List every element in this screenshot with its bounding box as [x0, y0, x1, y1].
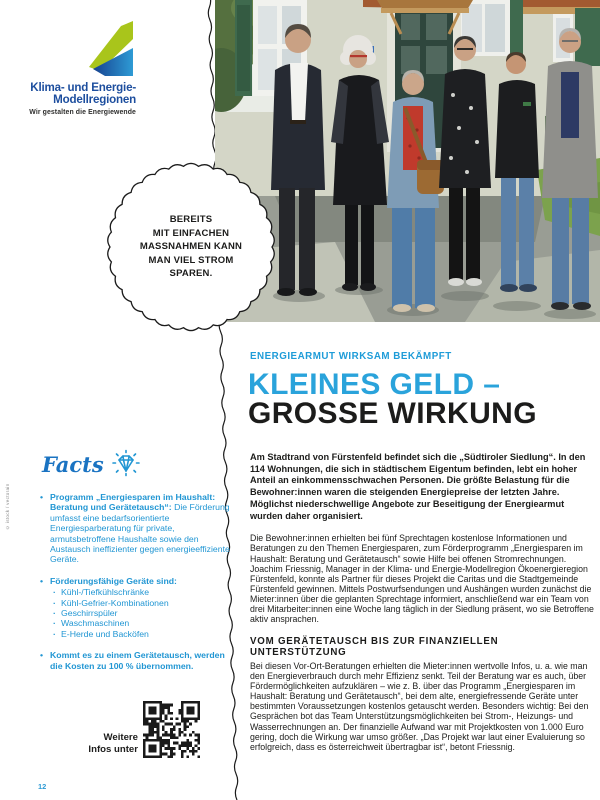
facts-device-item: · Kühl-/Tiefkühlschränke [53, 587, 233, 597]
article-subheading: VOM GERÄTETAUSCH BIS ZUR FINANZIELLEN UNTERSTÜTZUNG [250, 635, 499, 658]
article-body [250, 452, 596, 761]
kem-logo [24, 20, 136, 116]
facts-device-list [50, 587, 233, 639]
logo-line1: Klima- und Energie- [30, 81, 136, 94]
facts-heading [42, 449, 233, 479]
facts-item-devices: • Förderungsfähige Geräte sind: · Kühl-/Tiefkühlschränke · Kühl-Gefrier-Kombinationen · Geschirrspüler · Waschmaschinen · E-Herde und Backöfen [40, 576, 233, 639]
logo-line2: Modellregionen [53, 92, 136, 106]
page-number: 12 [38, 782, 47, 791]
facts-device-item: · Kühl-Gefrier-Kombinationen [53, 598, 233, 608]
article-lead: Am Stadtrand von Fürstenfeld befindet sich die „Südtiroler Siedlung“. In den 114 Wohnungen, die sich in städtischem Eigentum befinden, lebt ein hoher Anteil an einkommensschwachen Personen. Die größte Belastung für die Bewohner:innen waren die steigenden Energiepreise der letzten Jahre. Möglichst niederschwellige Angebote zur Beseitigung der Energiearmut wurden daher organisiert. [250, 452, 586, 521]
diamond-icon [111, 449, 141, 479]
article-kicker: ENERGIEARMUT WIRKSAM BEKÄMPFT [250, 351, 452, 362]
logo-tagline: Wir gestalten die Energiewende [29, 108, 136, 116]
article-title-line1: KLEINES GELD – [248, 368, 501, 401]
facts-device-item: · Waschmaschinen [53, 618, 233, 628]
speech-bubble [103, 159, 279, 335]
article-title [248, 368, 537, 430]
kem-logo-mark-icon [86, 20, 134, 78]
article-paragraph-2: Die Bewohner:innen erhielten bei fünf Sprechtagen kostenlose Informationen und Beratungen zu den Themen Energiesparen, zum Förderprogramm „Energiesparen im Haushalt: Beratung und Gerätetausch“ sowie Hilfe bei offenen Stromrechnungen. Joachim Friessnig, Manager in der Klima- und Energie-Modellregion Ökoenergieregion Fürstenfeld, konnte als Partner für dieses Projekt die Caritas und die Stadtgemeinde Fürstenfeld gewinnen. Mittels Postwurfsendungen und Aushängen wurden zunächst die Mieter:innen über die geplanten Sprechtage informiert, anschließend war ein Team von drei Mitarbeiter:innen eine Woche lang täglich in der Siedlung präsent, wo sie Betroffene aktiv ansprachen. [250, 533, 594, 625]
facts-box [40, 449, 233, 682]
facts-device-item: · Geschirrspüler [53, 608, 233, 618]
photo-credit: © istock / vectorain [5, 483, 10, 530]
speech-bubble-text: BEREITS MIT EINFACHEN MASSNAHMEN KANN MAN VIEL STROM SPAREN. [139, 214, 243, 280]
more-info-label: Weitere Infos unter [88, 732, 138, 755]
facts-device-item: · E-Herde und Backöfen [53, 629, 233, 639]
qr-code [143, 701, 200, 758]
facts-heading-label: Facts [42, 451, 104, 477]
facts-list [40, 492, 233, 671]
article-paragraph-3: Bei diesen Vor-Ort-Beratungen erhielten die Mieter:innen wertvolle Infos, u. a. wie man den Energieverbrauch durch mehr Effizienz senkt. Teil der Beratung war es auch, über Fördermöglichkeiten aufzuklären – wie z. B. über das Programm „Energiesparen im Haushalt: Beratung und Gerätetausch“, bei dem alte, energiefressende Geräte unter bestimmten Voraussetzungen kostenlos getauscht werden. Besonders wichtig: Bei den Gesprächen bot das Team Unterstützungsmöglichkeiten bei Strom-, Heizungs- und Wasserrechnungen an. Der finanzielle Aufwand war mit Projektkosten von 1.000 Euro gering, doch die Wirkung war umso größer. „Das Projekt war laut einer Evaluierung so erfolgreich, dass es österreichweit übertragbar ist“, betont Friessnig. [250, 660, 589, 752]
article-title-line2: GROSSE WIRKUNG [248, 396, 537, 430]
facts-item-program: • Programm „Energiesparen im Haushalt: Beratung und Gerätetausch“: Die Förderung umfasst eine bedarfsorientierte Energiesparberatung für private, armutsbetroffene Haushalte sowie den Austausch ineffizienter gegen energieeffiziente Geräte. [40, 492, 233, 565]
facts-item-costs: • Kommt es zu einem Gerätetausch, werden die Kosten zu 100 % übernommen. [40, 650, 233, 671]
